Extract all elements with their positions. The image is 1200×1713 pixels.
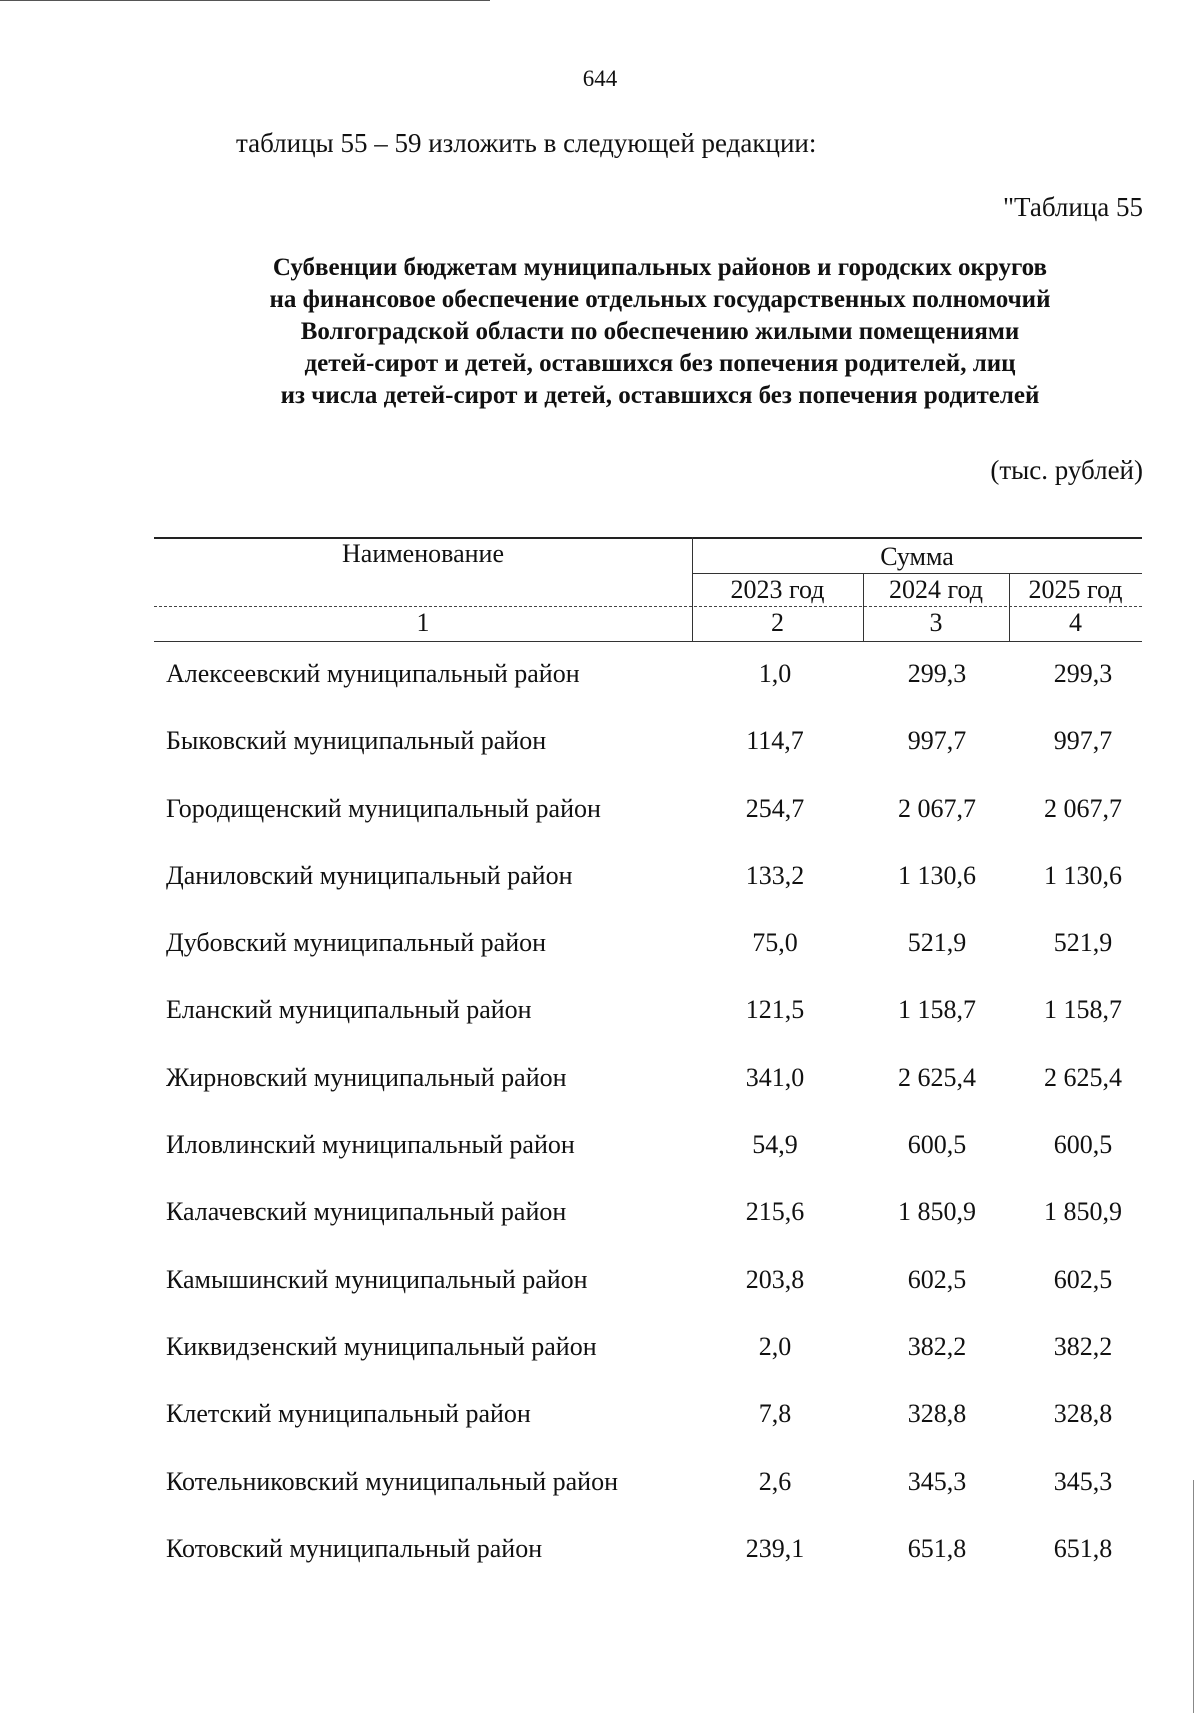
value-2025: 299,3 <box>1053 659 1113 688</box>
title-line: из числа детей-сирот и детей, оставшихся без попечения родителей <box>280 382 1040 409</box>
table-row <box>0 794 1200 861</box>
table-row <box>0 1467 1200 1534</box>
value-2024: 2 067,7 <box>898 793 976 823</box>
title-line: на финансовое обеспечение отдельных государственных полномочий <box>269 286 1051 313</box>
district-name: Котовский муниципальный район <box>166 1533 543 1563</box>
table-row <box>0 995 1200 1062</box>
header-year-2024: 2024 год <box>889 575 983 604</box>
sum-header-rule <box>692 573 1142 574</box>
value-2023: 1,0 <box>758 659 792 688</box>
value-2024: 1 130,6 <box>898 860 976 890</box>
value-2023: 254,7 <box>745 793 805 823</box>
value-2024: 651,8 <box>907 1533 967 1563</box>
value-2024: 299,3 <box>907 659 967 688</box>
page-number: 644 <box>582 66 618 91</box>
district-name: Камышинский муниципальный район <box>166 1264 588 1294</box>
header-name: Наименование <box>342 539 504 568</box>
value-2023: 75,0 <box>752 928 798 958</box>
title-line: Субвенции бюджетам муниципальных районов и городских округов <box>272 254 1048 281</box>
value-2023: 121,5 <box>745 995 805 1025</box>
column-number: 3 <box>929 608 943 637</box>
value-2025: 521,9 <box>1053 928 1113 958</box>
table-row <box>0 1534 1200 1601</box>
column-number: 4 <box>1069 608 1082 637</box>
value-2025: 1 850,9 <box>1044 1197 1122 1227</box>
value-2023: 54,9 <box>752 1130 798 1160</box>
header-bottom-rule <box>154 641 1142 642</box>
table-row <box>0 1265 1200 1332</box>
value-2025: 345,3 <box>1053 1466 1113 1496</box>
district-name: Клетский муниципальный район <box>166 1399 531 1429</box>
column-number: 2 <box>771 608 784 637</box>
value-2023: 215,6 <box>745 1197 805 1227</box>
table-row <box>0 726 1200 793</box>
value-2024: 1 158,7 <box>898 995 976 1025</box>
table-row <box>0 1130 1200 1197</box>
value-2025: 328,8 <box>1053 1399 1113 1429</box>
value-2025: 602,5 <box>1053 1264 1113 1294</box>
value-2023: 203,8 <box>745 1264 805 1294</box>
value-2025: 651,8 <box>1053 1533 1113 1563</box>
value-2024: 521,9 <box>907 928 967 958</box>
value-2024: 345,3 <box>907 1466 967 1496</box>
district-name: Дубовский муниципальный район <box>166 928 547 958</box>
district-name: Алексеевский муниципальный район <box>166 659 580 688</box>
value-2023: 114,7 <box>746 726 804 756</box>
intro-text: таблицы 55 – 59 изложить в следующей редакции: <box>236 128 817 158</box>
column-number: 1 <box>416 608 430 637</box>
value-2024: 328,8 <box>907 1399 967 1429</box>
value-2023: 2,0 <box>758 1331 792 1361</box>
value-2024: 600,5 <box>907 1130 967 1160</box>
value-2024: 1 850,9 <box>898 1197 976 1227</box>
district-name: Жирновский муниципальный район <box>166 1062 567 1092</box>
value-2025: 2 067,7 <box>1044 793 1122 823</box>
value-2025: 1 158,7 <box>1044 995 1122 1025</box>
title-line: детей-сирот и детей, оставшихся без попечения родителей, лиц <box>304 350 1016 377</box>
units-label: (тыс. рублей) <box>990 455 1143 485</box>
district-name: Даниловский муниципальный район <box>166 860 573 890</box>
title-line: Волгоградской области по обеспечению жилыми помещениями <box>300 318 1020 345</box>
value-2023: 341,0 <box>745 1062 805 1092</box>
value-2025: 2 625,4 <box>1044 1062 1122 1092</box>
district-name: Иловлинский муниципальный район <box>166 1130 575 1160</box>
value-2023: 7,8 <box>758 1399 792 1429</box>
table-label: "Таблица 55 <box>1003 192 1143 222</box>
value-2023: 133,2 <box>745 860 805 890</box>
district-name: Быковский муниципальный район <box>166 726 547 756</box>
district-name: Калачевский муниципальный район <box>166 1197 567 1227</box>
value-2025: 382,2 <box>1053 1331 1113 1361</box>
district-name: Котельниковский муниципальный район <box>166 1466 618 1496</box>
value-2025: 600,5 <box>1053 1130 1113 1160</box>
table-title <box>140 252 1180 412</box>
scan-artifact-line <box>0 0 490 1</box>
table-row <box>0 928 1200 995</box>
value-2024: 2 625,4 <box>898 1062 976 1092</box>
value-2023: 2,6 <box>758 1466 792 1496</box>
value-2025: 1 130,6 <box>1044 860 1122 890</box>
district-name: Городищенский муниципальный район <box>166 793 601 823</box>
value-2024: 382,2 <box>907 1331 967 1361</box>
table-row <box>0 1332 1200 1399</box>
header-sum: Сумма <box>880 542 954 571</box>
value-2023: 239,1 <box>745 1533 805 1563</box>
header-year-2023: 2023 год <box>730 575 825 604</box>
value-2024: 602,5 <box>907 1264 967 1294</box>
table-row <box>0 861 1200 928</box>
table-body <box>0 659 1200 1601</box>
table-row <box>0 1063 1200 1130</box>
table-row <box>0 1399 1200 1466</box>
value-2025: 997,7 <box>1053 726 1113 756</box>
table-row <box>0 659 1200 726</box>
header-year-2025: 2025 год <box>1028 575 1123 604</box>
district-name: Киквидзенский муниципальный район <box>166 1331 597 1361</box>
table-row <box>0 1197 1200 1264</box>
district-name: Еланский муниципальный район <box>166 995 532 1025</box>
value-2024: 997,7 <box>907 726 967 756</box>
year-header-rule <box>154 606 1142 607</box>
